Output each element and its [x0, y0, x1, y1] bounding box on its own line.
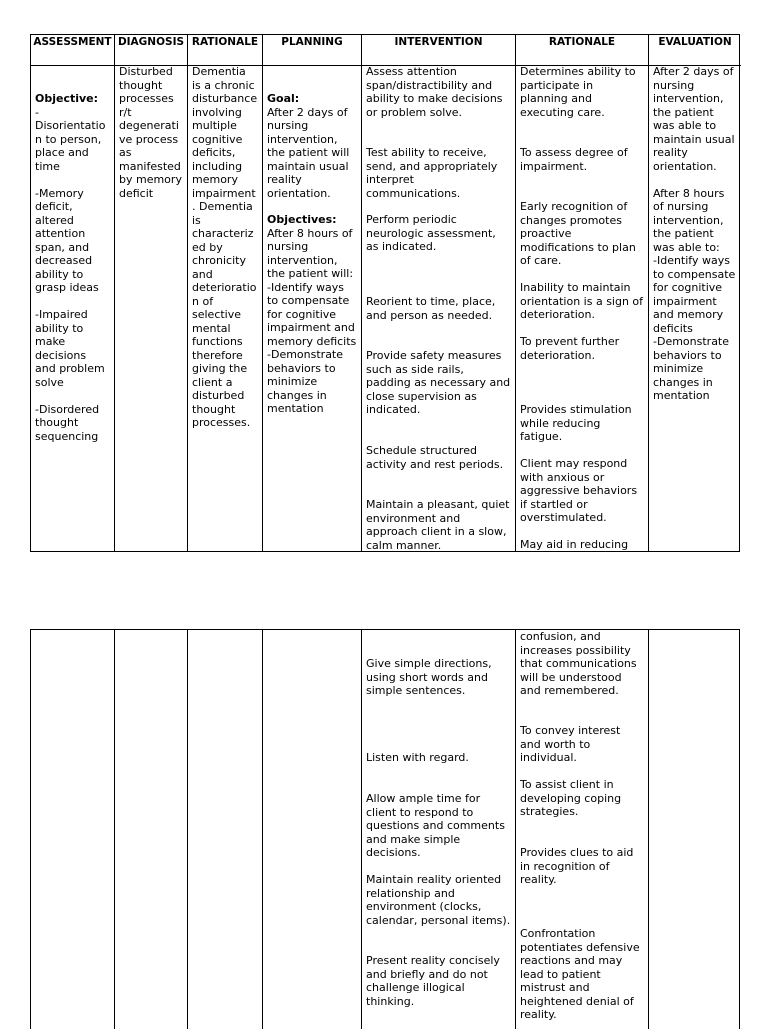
assessment-cell — [31, 65, 114, 457]
rationale-cont-1: confusion, and increases possibility that communications will be understood and remembered. — [520, 630, 641, 697]
planning-column — [263, 35, 362, 551]
intervention-cont-2: Listen with regard. — [366, 751, 469, 764]
rationale-cont-4: Provides clues to aid in recognition of reality. — [520, 846, 637, 886]
rationale-2-item-1: Determines ability to participate in planning and executing care. — [520, 65, 640, 119]
rationale-column-2-cont — [516, 630, 649, 1029]
header-intervention: INTERVENTION — [362, 35, 515, 66]
intervention-column — [362, 35, 516, 551]
evaluation-column — [649, 35, 741, 551]
assessment-text: - Disorientation to person, place and time -Memory deficit, altered attention span, and decreased ability to grasp ideas -Impaired ability to make decisions and problem solve -Disordered thought sequencing — [35, 105, 106, 443]
header-assessment: ASSESSMENT — [31, 35, 114, 66]
header-planning: PLANNING — [263, 35, 361, 66]
intervention-cont-1: Give simple directions, using short words and simple sentences. — [366, 657, 496, 697]
diagnosis-cell: Disturbed thought processes r/t degenerative process as manifested by memory deficit — [119, 65, 186, 200]
care-plan-table-1 — [30, 34, 740, 552]
rationale-2-item-3: Early recognition of changes promotes proactive modifications to plan of care. — [520, 200, 640, 267]
assessment-column-cont — [31, 630, 115, 1029]
rationale-cont-2: To convey interest and worth to individual. — [520, 724, 624, 764]
header-evaluation: EVALUATION — [649, 35, 741, 66]
intervention-1: Assess attention span/distractibility and ability to make decisions or problem solve. — [366, 65, 507, 119]
intervention-5: Provide safety measures such as side rails, padding as necessary and close supervision as indicated. — [366, 349, 514, 416]
objectives-label: Objectives: — [267, 213, 337, 226]
assessment-column — [31, 35, 115, 551]
rationale-2-item-8: May aid in reducing — [520, 538, 629, 551]
goal-text: After 2 days of nursing intervention, the patient will maintain usual reality orientation. — [267, 105, 353, 200]
rationale-2-item-7: Client may respond with anxious or aggressive behaviors if startled or overstimulated. — [520, 457, 641, 524]
rationale-column-1-cont — [188, 630, 263, 1029]
evaluation-column-cont — [649, 630, 741, 1029]
evaluation-cell: After 2 days of nursing intervention, the patient was able to maintain usual reality orientation. After 8 hours of nursing intervention, the patient was able to: -Identify ways to compensate for cognitive impairment and memory deficits -Demonstrate behaviors to minimize changes in mentation — [653, 65, 736, 402]
rationale-cont-3: To assist client in developing coping strategies. — [520, 778, 625, 818]
rationale-2-item-2: To assess degree of impairment. — [520, 146, 632, 173]
header-rationale-1: RATIONALE — [188, 35, 262, 66]
diagnosis-column-cont — [115, 630, 188, 1029]
diagnosis-column — [115, 35, 188, 551]
intervention-cont-3: Allow ample time for client to respond to questions and comments and make simple decisions. — [366, 792, 509, 859]
rationale-column-1 — [188, 35, 263, 551]
rationale-2-item-4: Inability to maintain orientation is a sign of deterioration. — [520, 281, 647, 321]
rationale-cont-5: Confrontation potentiates defensive reactions and may lead to patient mistrust and heightened denial of reality. — [520, 927, 644, 1021]
intervention-6: Schedule structured activity and rest periods. — [366, 444, 504, 471]
header-rationale-2: RATIONALE — [516, 35, 648, 66]
rationale-1-cell: Dementia is a chronic disturbance involving multiple cognitive deficits, including memory impairment. Dementia is characterized by chronicity and deterioration of selective mental functions therefore giving the client a disturbed thought processes. — [192, 65, 261, 429]
header-diagnosis: DIAGNOSIS — [115, 35, 187, 66]
intervention-4: Reorient to time, place, and person as needed. — [366, 295, 499, 322]
planning-cell — [263, 65, 361, 443]
rationale-2-item-6: Provides stimulation while reducing fatigue. — [520, 403, 636, 443]
intervention-cont-5: Present reality concisely and briefly and do not challenge illogical thinking. — [366, 954, 504, 1008]
assessment-label: Objective: — [35, 92, 99, 105]
rationale-column-2 — [516, 35, 649, 551]
intervention-column-cont — [362, 630, 516, 1029]
intervention-7: Maintain a pleasant, quiet environment and approach client in a slow, calm manner. — [366, 498, 513, 552]
planning-column-cont — [263, 630, 362, 1029]
intervention-2: Test ability to receive, send, and appropriately interpret communications. — [366, 146, 501, 200]
intervention-cont-4: Maintain reality oriented relationship and environment (clocks, calendar, personal items). — [366, 873, 511, 927]
objectives-text: After 8 hours of nursing intervention, the patient will: -Identify ways to compensate for cognitive impairment and memory deficits -Demonstrate behaviors to minimize changes in mentation — [267, 226, 357, 415]
goal-label: Goal: — [267, 92, 300, 105]
care-plan-table-2 — [30, 629, 740, 1029]
intervention-3: Perform periodic neurologic assessment, as indicated. — [366, 213, 500, 253]
rationale-2-item-5: To prevent further deterioration. — [520, 335, 623, 362]
